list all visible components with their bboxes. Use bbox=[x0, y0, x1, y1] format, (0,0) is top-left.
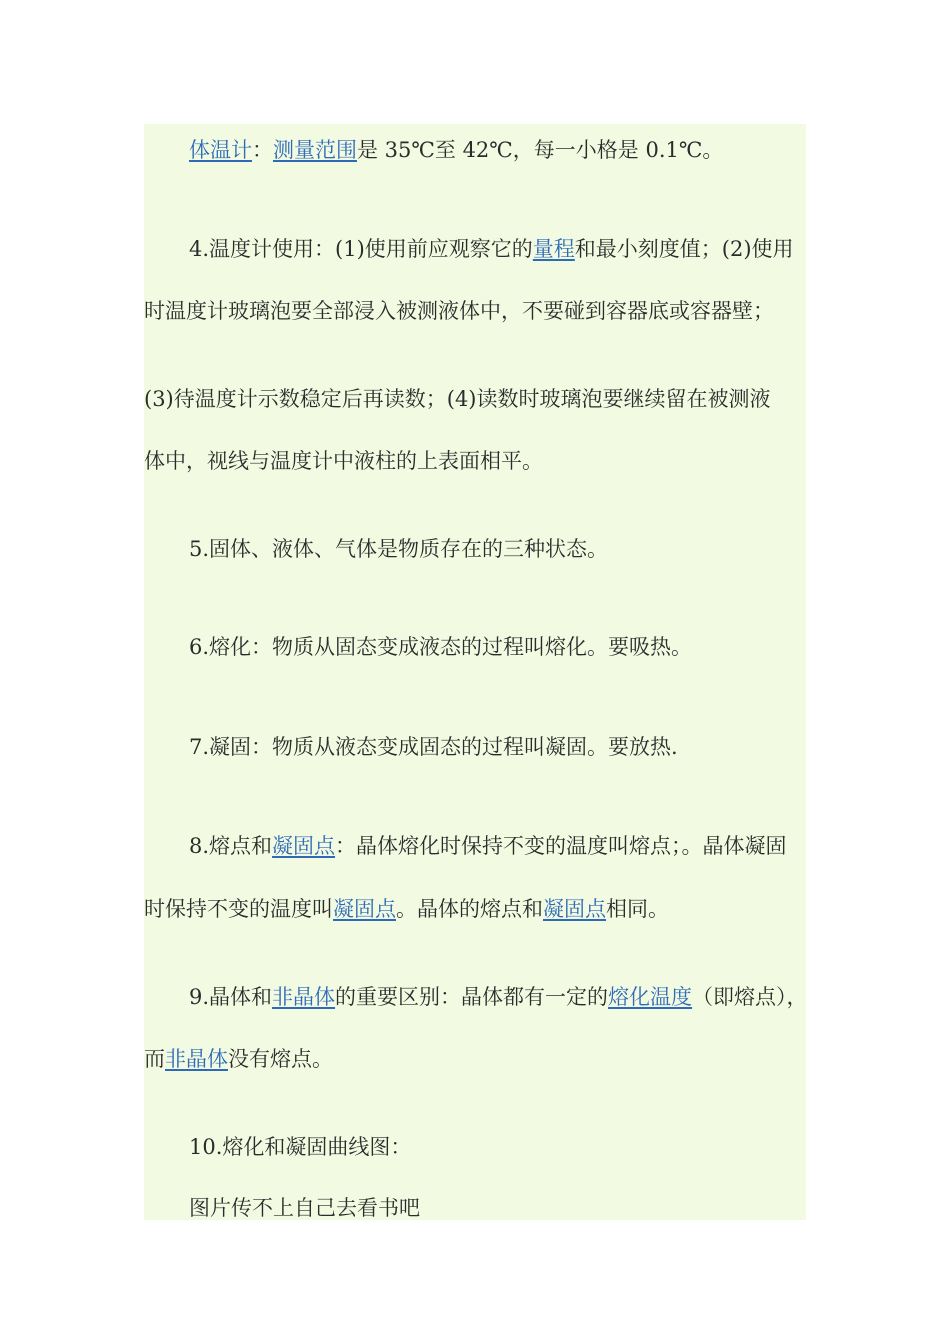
text-segment: 时保持不变的温度叫 bbox=[144, 897, 333, 921]
link-amorphous[interactable]: 非晶体 bbox=[165, 1047, 228, 1071]
text-segment: 9.晶体和 bbox=[189, 985, 273, 1009]
paragraph-9-line-1 bbox=[189, 983, 808, 1011]
text-segment: （即熔点）， bbox=[692, 985, 808, 1009]
link-melting-temperature[interactable]: 熔化温度 bbox=[608, 985, 693, 1009]
paragraph-4-line-3: (3)待温度计示数稳定后再读数；(4)读数时玻璃泡要继续留在被测液 bbox=[144, 387, 771, 411]
paragraph-4-line-2: 时温度计玻璃泡要全部浸入被测液体中，不要碰到容器底或容器壁； bbox=[144, 299, 774, 323]
text-segment: 的重要区别：晶体都有一定的 bbox=[335, 985, 609, 1009]
link-range[interactable]: 量程 bbox=[532, 237, 575, 261]
link-measuring-range[interactable]: 测量范围 bbox=[273, 138, 357, 162]
paragraph-9-line-2 bbox=[144, 1045, 333, 1073]
link-amorphous[interactable]: 非晶体 bbox=[272, 985, 336, 1009]
text-segment: 是 35℃至 42℃，每一小格是 0.1℃。 bbox=[357, 138, 724, 162]
link-freezing-point[interactable]: 凝固点 bbox=[272, 834, 336, 858]
paragraph-4-line-1 bbox=[189, 235, 794, 263]
paragraph-8-line-1 bbox=[189, 832, 787, 860]
text-segment: 相同。 bbox=[606, 897, 669, 921]
paragraph-8-line-2 bbox=[144, 895, 669, 923]
paragraph-10: 10.熔化和凝固曲线图： bbox=[189, 1135, 412, 1159]
link-freezing-point[interactable]: 凝固点 bbox=[543, 897, 606, 921]
paragraph-body-thermometer bbox=[189, 136, 723, 164]
paragraph-7: 7.凝固：物质从液态变成固态的过程叫凝固。要放热. bbox=[189, 735, 678, 759]
paragraph-5: 5.固体、液体、气体是物质存在的三种状态。 bbox=[189, 537, 609, 561]
text-segment: 8.熔点和 bbox=[189, 834, 273, 858]
text-segment: ：晶体熔化时保持不变的温度叫熔点；。晶体凝固 bbox=[335, 834, 787, 858]
text-segment: 和最小刻度值；(2)使用 bbox=[574, 237, 794, 261]
paragraph-4-line-4: 体中，视线与温度计中液柱的上表面相平。 bbox=[144, 449, 543, 473]
paragraph-6: 6.熔化：物质从固态变成液态的过程叫熔化。要吸热。 bbox=[189, 635, 693, 659]
paragraph-image-note: 图片传不上自己去看书吧 bbox=[189, 1196, 420, 1220]
text-segment: 4.温度计使用：(1)使用前应观察它的 bbox=[189, 237, 533, 261]
link-body-thermometer[interactable]: 体温计 bbox=[189, 138, 252, 162]
link-freezing-point[interactable]: 凝固点 bbox=[333, 897, 396, 921]
text-segment: ： bbox=[252, 138, 273, 162]
text-segment: 没有熔点。 bbox=[228, 1047, 333, 1071]
text-segment: 而 bbox=[144, 1047, 165, 1071]
text-segment: 。晶体的熔点和 bbox=[396, 897, 543, 921]
